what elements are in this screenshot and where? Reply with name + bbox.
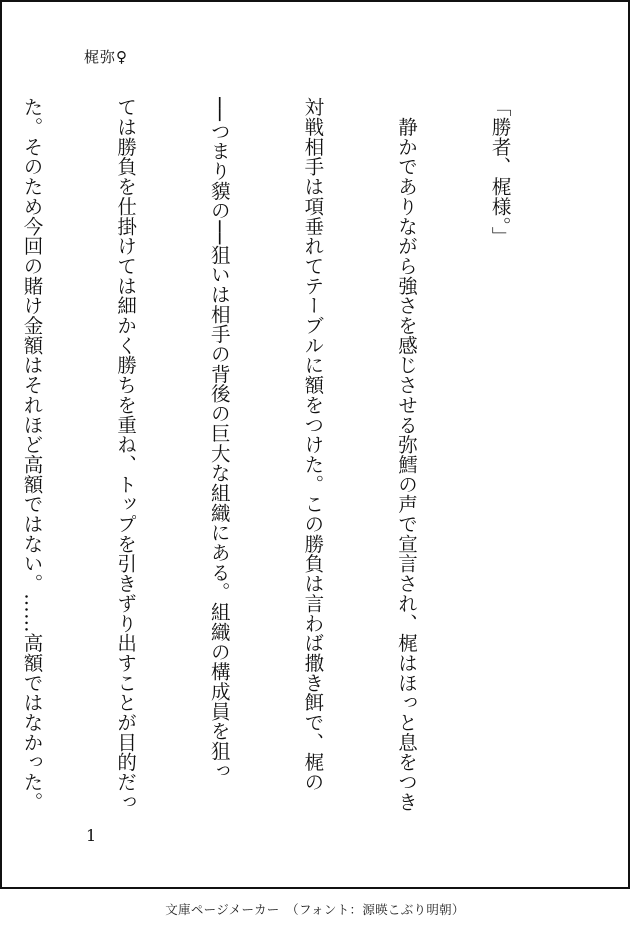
footer-credit: 文庫ページメーカー （フォント：源暎こぶり明朝） <box>165 902 465 917</box>
text-line: 「勝者、梶様。」 <box>488 97 512 247</box>
text-line: 対戦相手は項垂れてテーブルに額をつけた。この勝負は言わば撒き餌で、梶の <box>301 97 325 792</box>
text-line: 静かでありながら強さを感じさせる弥鱈の声で宣言され、梶はほっと息をつき <box>394 97 418 812</box>
text-line: た。そのため今回の賭け金額はそれほど高額ではない。……高額ではなかった。 <box>20 97 44 812</box>
running-header: 梶弥♀ <box>84 48 128 66</box>
page-number: 1 <box>86 826 97 845</box>
body-text <box>0 97 578 832</box>
text-line: ては勝負を仕掛けては細かく勝ちを重ね、トップを引きずり出すことが目的だっ <box>114 97 138 812</box>
text-line: ──つまり貘の──狙いは相手の背後の巨大な組織にある。組織の構成員を狙っ <box>207 97 231 781</box>
